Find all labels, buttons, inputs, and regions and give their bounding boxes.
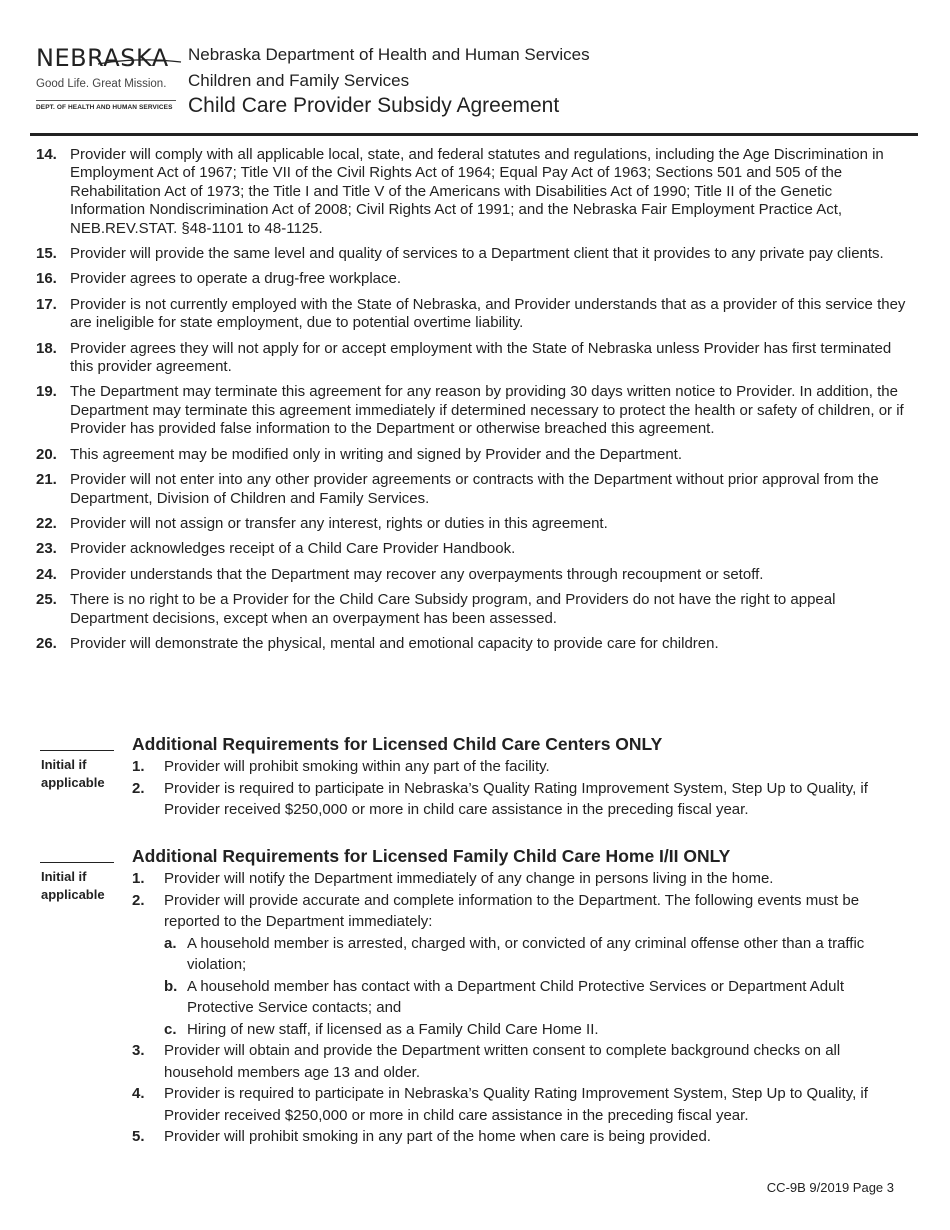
item-number: 3. xyxy=(132,1042,145,1059)
requirement-item xyxy=(132,890,912,1041)
document-title: Child Care Provider Subsidy Agreement xyxy=(188,94,560,117)
item-number: 2. xyxy=(132,779,145,797)
item-text: Provider will obtain and provide the Department written consent to complete background checks on all household members age 13 and older. xyxy=(164,1042,841,1081)
term-item xyxy=(36,446,906,464)
term-number: 22. xyxy=(36,514,57,532)
item-number: 1. xyxy=(132,870,145,887)
sub-item xyxy=(164,933,912,976)
sub-item-letter: c. xyxy=(164,1020,177,1038)
term-text: Provider will provide the same level and quality of services to a Department client that it provides to any private pay clients. xyxy=(70,245,884,263)
term-number: 18. xyxy=(36,339,57,357)
term-text: Provider will not enter into any other provider agreements or contracts with the Department without prior approval from the Department, Division of Children and Family Services. xyxy=(70,471,879,507)
item-text: Provider will provide accurate and complete information to the Department. The following events must be reported to the Department immediately: xyxy=(164,891,860,930)
term-item xyxy=(36,471,906,508)
term-number: 20. xyxy=(36,445,57,463)
logo-swoosh-icon xyxy=(96,56,186,70)
sub-item xyxy=(164,976,912,1019)
term-text: Provider is not currently employed with the State of Nebraska, and Provider understands that as a provider of this service they are ineligible for state employment, due to potential overtime liability. xyxy=(70,295,906,332)
item-number: 2. xyxy=(132,891,145,909)
term-number: 17. xyxy=(36,295,57,313)
term-item xyxy=(36,296,906,333)
term-item xyxy=(36,146,906,238)
term-number: 21. xyxy=(36,471,57,489)
term-text: There is no right to be a Provider for the Child Care Subsidy program, and Providers do not have the right to appeal Department decisions, except when an overpayment has been assessed. xyxy=(70,591,836,627)
centers-requirements-section xyxy=(40,734,910,834)
term-text: The Department may terminate this agreement for any reason by providing 30 days written notice to Provider. In addition, the Department may terminate this agreement immediately if determined necessary to protect the health or safety of children, or if Provider has provided false information to the Department or otherwise breached this agreement. xyxy=(70,383,904,438)
term-text: Provider will demonstrate the physical, mental and emotional capacity to provide care for children. xyxy=(70,634,719,652)
requirement-item xyxy=(132,1083,912,1126)
term-number: 25. xyxy=(36,591,57,609)
requirement-item xyxy=(132,868,912,890)
term-item xyxy=(36,270,906,288)
term-number: 14. xyxy=(36,146,57,163)
nebraska-dhhs-logo xyxy=(36,44,181,119)
term-text: Provider understands that the Department may recover any overpayments through recoupment or setoff. xyxy=(70,565,764,583)
term-number: 23. xyxy=(36,540,57,558)
term-item xyxy=(36,540,906,558)
section-title: Additional Requirements for Licensed Child Care Centers ONLY xyxy=(132,734,663,754)
header-divider xyxy=(30,133,918,136)
term-item xyxy=(36,245,906,263)
term-number: 24. xyxy=(36,565,57,583)
initial-label: Initial if applicable xyxy=(41,757,105,790)
requirements-list xyxy=(132,868,912,1148)
item-text: Provider is required to participate in Nebraska’s Quality Rating Improvement System, Step Up to Quality, if Provider received $250,000 or more in child care assistance in the preceding fiscal year. xyxy=(164,1085,868,1124)
item-number: 1. xyxy=(132,758,145,775)
term-text: Provider agrees they will not apply for or accept employment with the State of Nebraska unless Provider has first terminated this provider agreement. xyxy=(70,339,892,376)
agreement-terms-list xyxy=(36,146,906,660)
requirement-item xyxy=(132,1040,912,1083)
term-item xyxy=(36,383,906,438)
item-number: 5. xyxy=(132,1128,145,1145)
term-item xyxy=(36,340,906,377)
term-number: 16. xyxy=(36,270,57,288)
initial-signature-line[interactable] xyxy=(40,862,114,863)
term-text: Provider will comply with all applicable local, state, and federal statutes and regulations, including the Age Discrimination in Employment Act of 1967; Title VII of the Civil Rights Act of 1964; Equal Pay Act of 1963; Sections 501 and 505 of the Rehabilitation Act of 1973; the Title I and Title V of the Americans with Disabilities Act of 1990; Title II of the Genetic Information Nondiscrimination Act of 2008; Civil Rights Act of 1991; and the Nebraska Fair Employment Practice Act, NEB.REV.STAT. §48-1101 to 48-1125. xyxy=(70,146,884,237)
requirements-list xyxy=(132,756,912,821)
term-item xyxy=(36,566,906,584)
term-text: Provider agrees to operate a drug-free workplace. xyxy=(70,270,402,288)
term-text: Provider will not assign or transfer any interest, rights or duties in this agreement. xyxy=(70,514,608,532)
document-header xyxy=(36,44,916,124)
department-name: Nebraska Department of Health and Human Services xyxy=(188,45,590,64)
term-text: This agreement may be modified only in writing and signed by Provider and the Department. xyxy=(70,445,682,463)
logo-dept-name: DEPT. OF HEALTH AND HUMAN SERVICES xyxy=(36,104,173,111)
item-text: Provider is required to participate in Nebraska’s Quality Rating Improvement System, Step Up to Quality, if Provider received $250,000 or more in child care assistance in the preceding fiscal year. xyxy=(164,779,868,818)
sub-item-text: Hiring of new staff, if licensed as a Family Child Care Home II. xyxy=(187,1020,599,1038)
sub-item-letter: a. xyxy=(164,934,177,952)
term-text: Provider acknowledges receipt of a Child Care Provider Handbook. xyxy=(70,540,516,558)
item-text: Provider will prohibit smoking within any part of the facility. xyxy=(164,758,550,775)
term-number: 15. xyxy=(36,245,57,263)
item-text: Provider will notify the Department immediately of any change in persons living in the home. xyxy=(164,870,774,887)
page-footer: CC-9B 9/2019 Page 3 xyxy=(766,1180,894,1195)
logo-divider xyxy=(36,100,176,101)
sub-item xyxy=(164,1019,912,1041)
logo-wordmark: NEBRASKA xyxy=(36,44,169,72)
term-number: 26. xyxy=(36,634,57,652)
division-name: Children and Family Services xyxy=(188,71,410,90)
logo-tagline: Good Life. Great Mission. xyxy=(36,78,167,90)
section-title: Additional Requirements for Licensed Family Child Care Home I/II ONLY xyxy=(132,846,731,866)
term-item xyxy=(36,635,906,653)
requirement-item xyxy=(132,778,912,821)
sub-item-letter: b. xyxy=(164,977,178,995)
term-item xyxy=(36,515,906,533)
item-number: 4. xyxy=(132,1085,145,1102)
term-number: 19. xyxy=(36,383,57,401)
term-item xyxy=(36,591,906,628)
initial-signature-line[interactable] xyxy=(40,750,114,751)
family-home-requirements-section xyxy=(40,846,910,1156)
initial-label: Initial if applicable xyxy=(41,869,105,902)
requirement-item xyxy=(132,1126,912,1148)
item-text: Provider will prohibit smoking in any part of the home when care is being provided. xyxy=(164,1128,711,1145)
sub-item-text: A household member is arrested, charged with, or convicted of any criminal offense other than a traffic violation; xyxy=(187,934,865,973)
requirement-item xyxy=(132,756,912,778)
sub-item-text: A household member has contact with a Department Child Protective Services or Department Adult Protective Service contacts; and xyxy=(187,977,844,1016)
reportable-events-list xyxy=(164,933,912,1041)
